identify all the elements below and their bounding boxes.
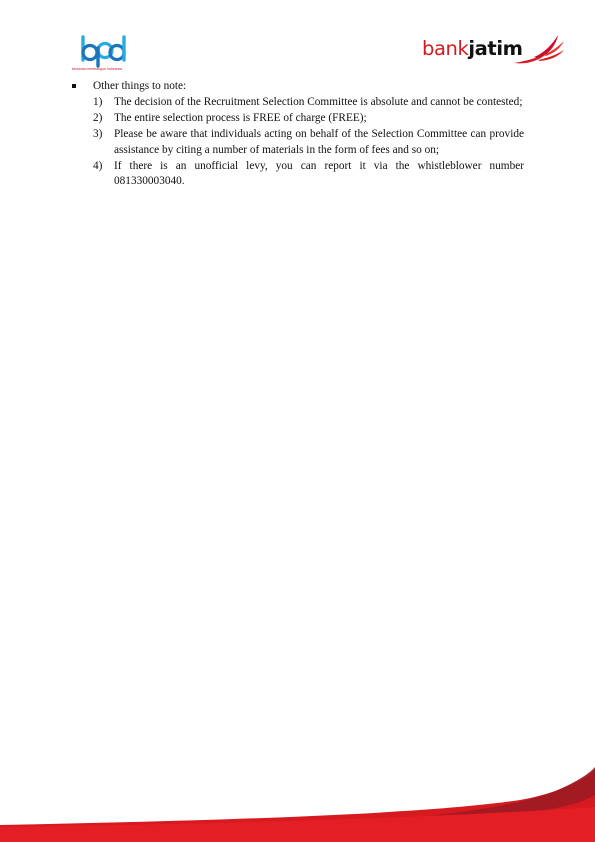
- notes-intro-text: Other things to note:: [93, 80, 187, 92]
- list-item-text: The entire selection process is FREE of charge (FREE);: [114, 111, 367, 124]
- footer-swoosh: [0, 755, 595, 842]
- list-item-number: 1): [93, 95, 103, 108]
- wing-swoosh-icon: [508, 33, 566, 69]
- square-bullet-icon: [72, 84, 76, 88]
- notes-list: [72, 95, 524, 190]
- list-item-text: The decision of the Recruitment Selection Committee is absolute and cannot be contested;: [114, 95, 523, 108]
- jatim-word: jatim: [468, 37, 523, 60]
- list-item-text: If there is an unofficial levy, you can report it via the whistleblower number 081330003040.: [114, 159, 524, 188]
- list-item: [72, 111, 524, 127]
- list-item-number: 2): [93, 111, 103, 124]
- notes-intro: [72, 79, 524, 95]
- bankjatim-logo: [420, 33, 566, 71]
- list-item-number: 3): [93, 127, 103, 140]
- bpd-tagline: bersama membangun Indonesia: [72, 67, 122, 71]
- notes-section: [72, 79, 524, 190]
- bpd-logo-mark: [72, 34, 132, 68]
- list-item: [72, 127, 524, 159]
- list-item: [72, 95, 524, 111]
- bank-word: bank: [422, 37, 469, 60]
- bpd-logo: [72, 34, 138, 74]
- list-item: [72, 159, 524, 191]
- list-item-text: Please be aware that individuals acting on behalf of the Selection Committee can provide assistance by citing a number of materials in the form of fees and so on;: [114, 127, 524, 156]
- footer-wave-graphic: [0, 755, 595, 842]
- list-item-number: 4): [93, 159, 103, 172]
